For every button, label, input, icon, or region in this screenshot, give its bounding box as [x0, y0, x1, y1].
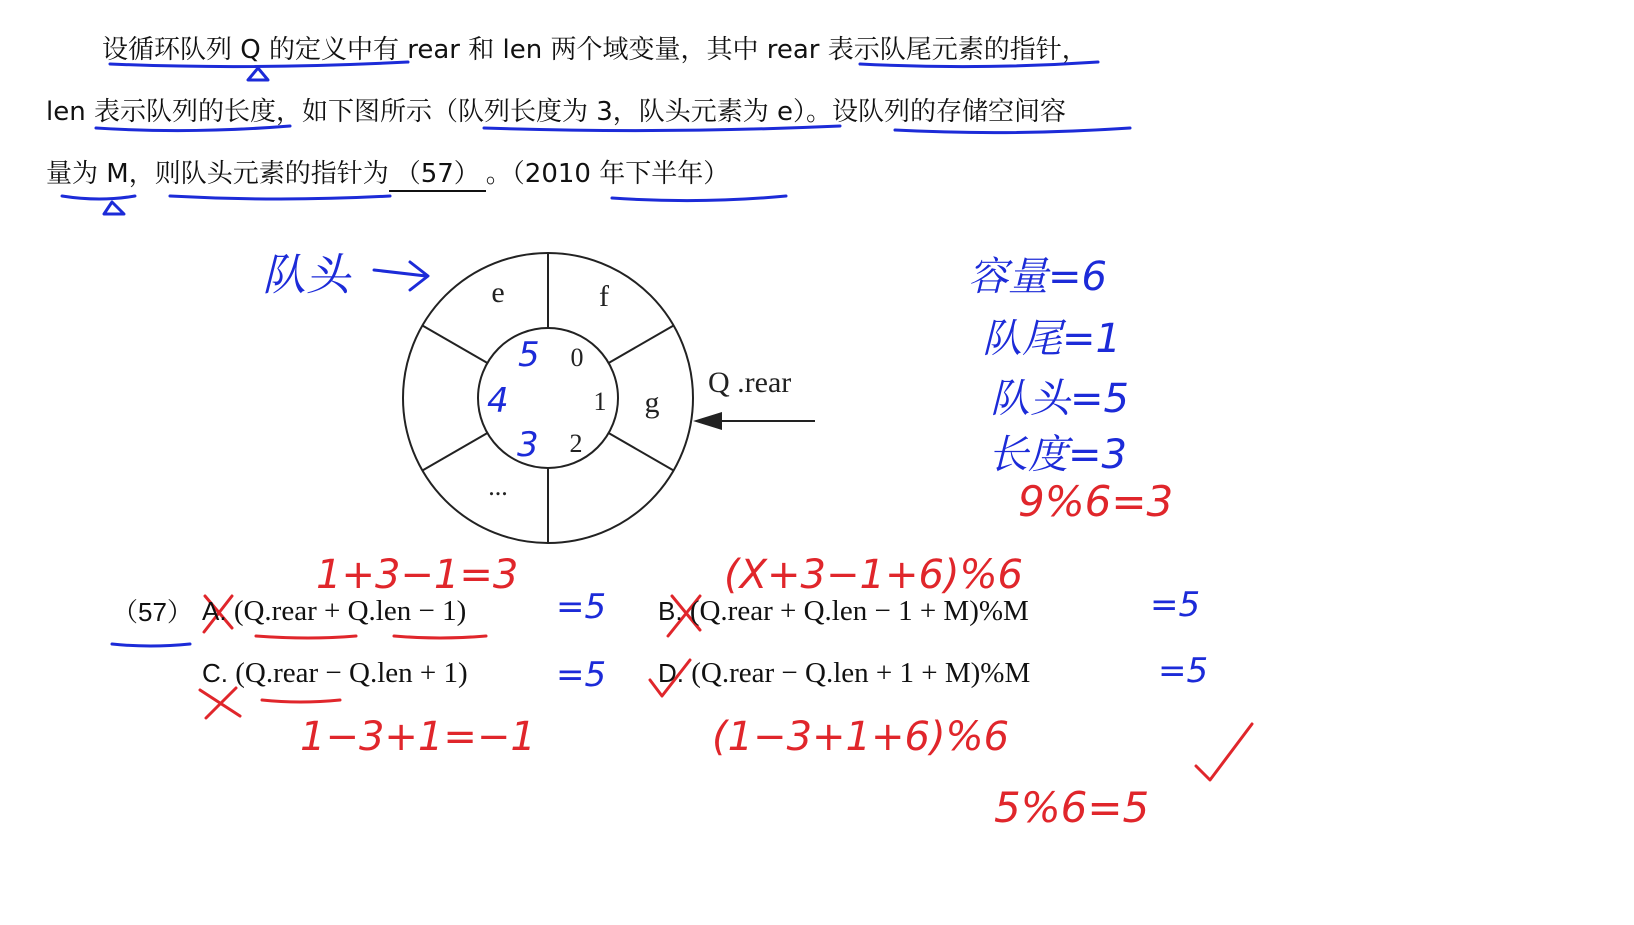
question-line-1: 设循环队列 Q 的定义中有 rear 和 len 两个域变量，其中 rear 表示队尾元素的指针，: [102, 35, 1088, 65]
option-b-label: B.: [658, 596, 683, 626]
cell-f: f: [599, 280, 609, 313]
note-length: 长度=3: [988, 432, 1127, 478]
index-1: 1: [593, 387, 607, 416]
note-index-5: 5: [518, 335, 540, 375]
note-index-4: 4: [487, 381, 509, 421]
note-tail: 队尾=1: [982, 316, 1121, 362]
question-line-2: len 表示队列的长度，如下图所示（队列长度为 3，队头元素为 e）。设队列的存储空间容: [46, 97, 1067, 127]
checkmark-final: [1196, 724, 1252, 780]
option-b[interactable]: [658, 594, 1029, 628]
note-index-3: 3: [517, 425, 539, 465]
note-head: 队头=5: [990, 376, 1129, 422]
question-line-3: 量为 M，则队头元素的指针为 （57） 。（2010 年下半年）: [46, 158, 729, 192]
option-c-label: C.: [202, 658, 228, 688]
option-d-label: D.: [658, 658, 684, 688]
cell-ellipsis: ...: [488, 472, 508, 501]
index-0: 0: [570, 343, 584, 372]
option-a-text: (Q.rear + Q.len − 1): [233, 595, 467, 627]
note-a-result: =5: [556, 587, 607, 627]
rear-arrowhead: [693, 412, 722, 430]
option-d-text: (Q.rear − Q.len + 1 + M)%M: [691, 657, 1031, 689]
note-b-result: =5: [1150, 585, 1201, 625]
option-a[interactable]: [202, 594, 466, 628]
cell-e: e: [491, 276, 505, 309]
option-a-label: A.: [202, 596, 227, 626]
answer-blank: （57）: [389, 158, 486, 192]
note-a-calc: 1+3−1=3: [316, 552, 519, 598]
note-d-result: =5: [1158, 651, 1209, 691]
note-d-calc: (1−3+1+6)%6: [712, 714, 1010, 760]
cell-g: g: [644, 386, 660, 419]
option-b-text: (Q.rear + Q.len − 1 + M)%M: [689, 595, 1029, 627]
note-d-mod-result: 5%6=5: [994, 783, 1150, 832]
option-d[interactable]: [658, 656, 1030, 690]
note-queue-head: 队头: [262, 250, 350, 301]
note-capacity: 容量=6: [968, 254, 1107, 300]
option-c[interactable]: [202, 656, 468, 690]
note-b-calc: (X+3−1+6)%6: [724, 552, 1023, 598]
index-2: 2: [569, 429, 583, 458]
note-mod-calc: 9%6=3: [1018, 477, 1174, 526]
note-c-result: =5: [556, 655, 607, 695]
note-c-calc: 1−3+1=−1: [300, 714, 536, 760]
option-number: （57）: [112, 597, 193, 627]
rear-pointer-label: Q .rear: [708, 366, 792, 399]
option-c-text: (Q.rear − Q.len + 1): [235, 657, 468, 689]
